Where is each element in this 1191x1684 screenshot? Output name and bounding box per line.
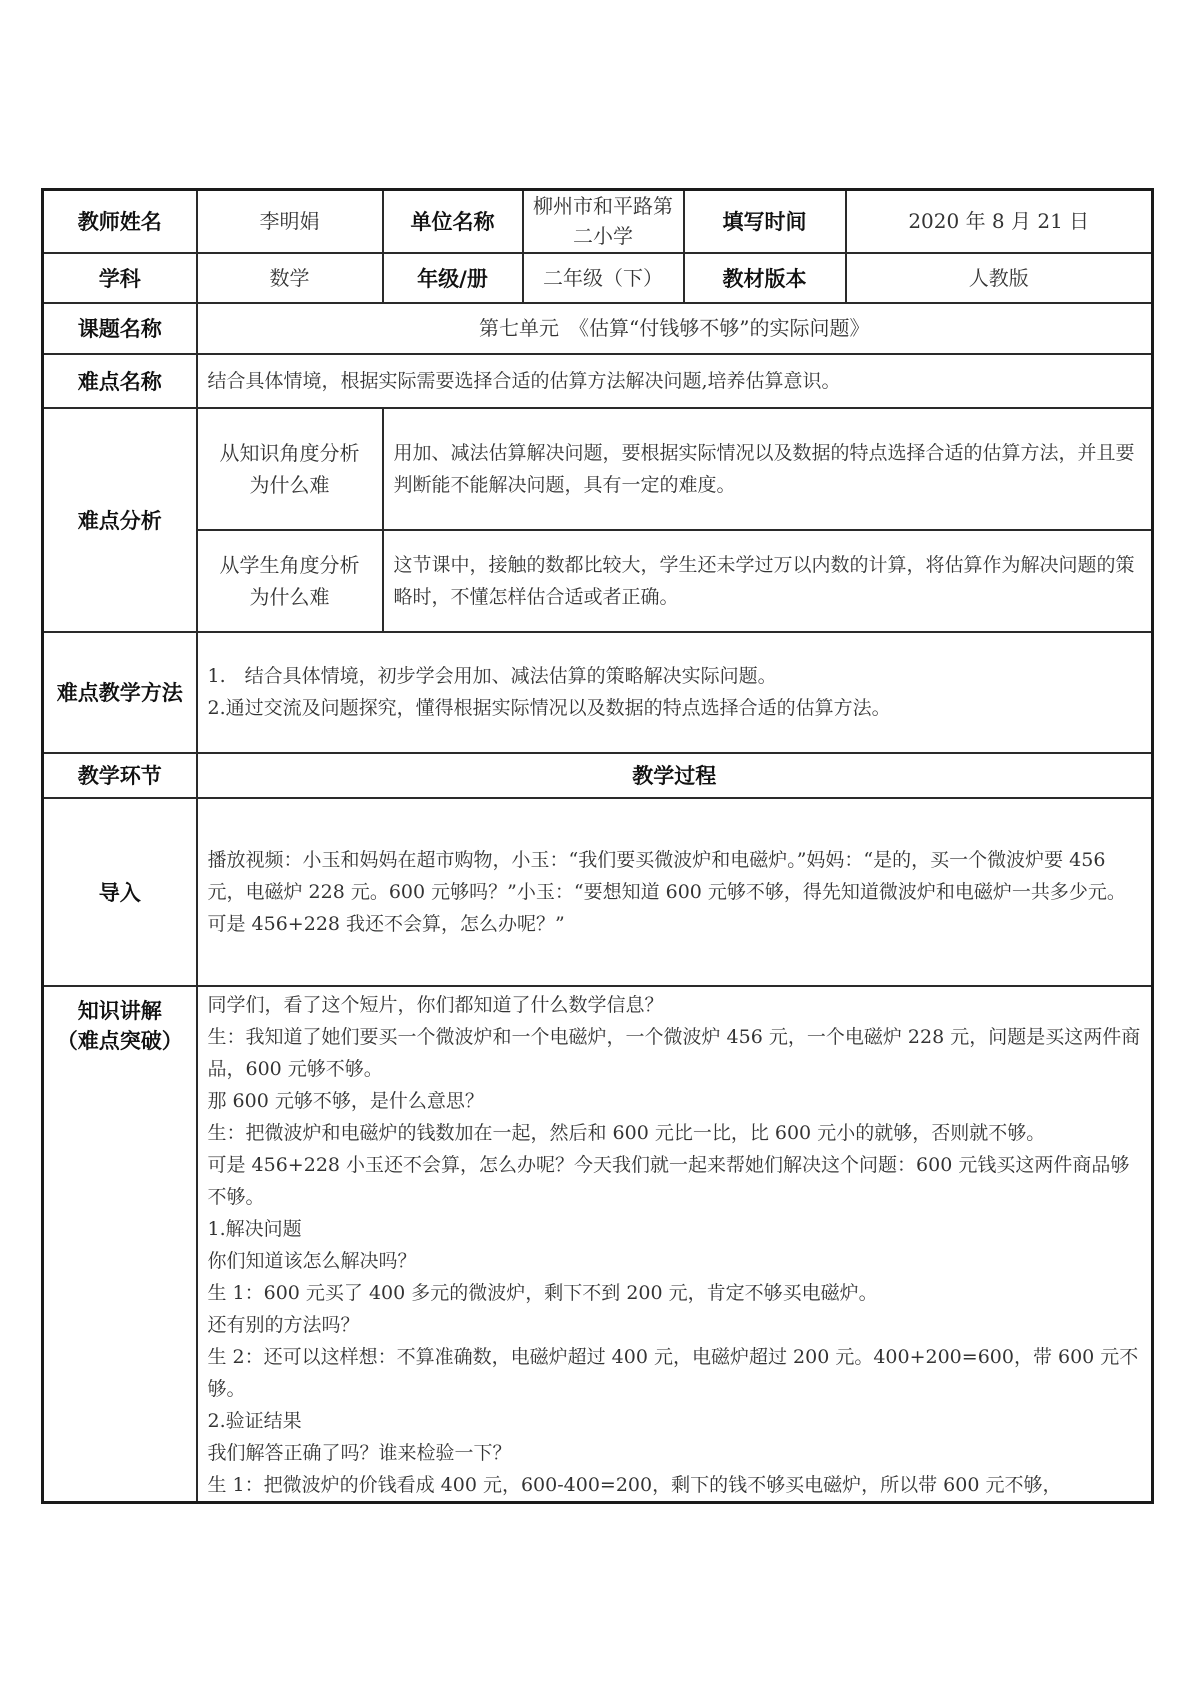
row-header-2 xyxy=(43,253,1153,303)
row-method xyxy=(43,632,1153,753)
lecture-text xyxy=(197,986,1153,1503)
lecture-line: 同学们，看了这个短片，你们都知道了什么数学信息？ xyxy=(207,993,664,1016)
row-analysis-knowledge xyxy=(43,408,1153,530)
lecture-line: 我们解答正确了吗？谁来检验一下？ xyxy=(207,1441,512,1464)
knowledge-angle-text: 用加、减法估算解决问题，要根据实际情况以及数据的特点选择合适的估算方法，并且要判断能不能解决问题，具有一定的难度。 xyxy=(383,408,1153,530)
stage-label: 教学环节 xyxy=(43,753,197,798)
knowledge-angle-line-1: 从知识角度分析 xyxy=(219,440,360,465)
lecture-line: 还有别的方法吗？ xyxy=(207,1313,360,1336)
method-value xyxy=(197,632,1153,753)
fill-date-label: 填写时间 xyxy=(684,190,846,253)
lecture-line: 生：把微波炉和电磁炉的钱数加在一起，然后和 600 元比一比，比 600 元小的就够，否则就不够。 xyxy=(207,1121,1046,1144)
lecture-label xyxy=(43,986,197,1503)
lecture-line: 生 2：还可以这样想：不算准确数，电磁炉超过 400 元，电磁炉超过 200 元。400+200=600，带 600 元不够。 xyxy=(207,1345,1139,1400)
row-topic xyxy=(43,303,1153,354)
lecture-line: 2.验证结果 xyxy=(207,1409,302,1432)
topic-value: 第七单元 《估算“付钱够不够”的实际问题》 xyxy=(197,303,1153,354)
row-intro xyxy=(43,798,1153,986)
fill-date-value: 2020 年 8 月 21 日 xyxy=(846,190,1153,253)
lecture-line: 可是 456+228 小玉还不会算，怎么办呢？今天我们就一起来帮她们解决这个问题：600 元钱买这两件商品够不够。 xyxy=(207,1153,1130,1208)
grade-label: 年级/册 xyxy=(383,253,523,303)
knowledge-angle-label xyxy=(197,408,383,530)
teacher-name-value: 李明娟 xyxy=(197,190,383,253)
intro-text: 播放视频：小玉和妈妈在超市购物，小玉：“我们要买微波炉和电磁炉。”妈妈：“是的，买一个微波炉要 456 元，电磁炉 228 元。600 元够吗？”小玉：“要想知道 600 元够不够，得先知道微波炉和电磁炉一共多少元。可是 456+228 我还不会算，怎么办呢？” xyxy=(197,798,1153,986)
topic-label: 课题名称 xyxy=(43,303,197,354)
unit-name-label: 单位名称 xyxy=(383,190,523,253)
difficulty-value: 结合具体情境，根据实际需要选择合适的估算方法解决问题,培养估算意识。 xyxy=(197,354,1153,408)
lecture-line: 那 600 元够不够，是什么意思？ xyxy=(207,1089,484,1112)
lesson-plan-table xyxy=(41,188,1154,1504)
unit-name-line-2: 二小学 xyxy=(573,224,633,249)
subject-value: 数学 xyxy=(197,253,383,303)
grade-value: 二年级（下） xyxy=(523,253,684,303)
row-lecture xyxy=(43,986,1153,1503)
subject-label: 学科 xyxy=(43,253,197,303)
method-label: 难点教学方法 xyxy=(43,632,197,753)
lecture-line: 生：我知道了她们要买一个微波炉和一个电磁炉，一个微波炉 456 元，一个电磁炉 228 元，问题是买这两件商品，600 元够不够。 xyxy=(207,1025,1141,1080)
row-analysis-student xyxy=(43,530,1153,632)
student-angle-line-1: 从学生角度分析 xyxy=(219,552,360,577)
difficulty-label: 难点名称 xyxy=(43,354,197,408)
lecture-line: 你们知道该怎么解决吗？ xyxy=(207,1249,417,1272)
lecture-label-line-2: （难点突破） xyxy=(56,1028,183,1053)
intro-label: 导入 xyxy=(43,798,197,986)
row-process-header xyxy=(43,753,1153,798)
lecture-label-line-1: 知识讲解 xyxy=(77,998,162,1023)
edition-label: 教材版本 xyxy=(684,253,846,303)
knowledge-angle-line-2: 为什么难 xyxy=(249,472,330,497)
student-angle-text: 这节课中，接触的数都比较大，学生还未学过万以内数的计算，将估算作为解决问题的策略时，不懂怎样估合适或者正确。 xyxy=(383,530,1153,632)
lecture-line: 1.解决问题 xyxy=(207,1217,302,1240)
teacher-name-label: 教师姓名 xyxy=(43,190,197,253)
student-angle-line-2: 为什么难 xyxy=(249,584,330,609)
unit-name-value xyxy=(523,190,684,253)
analysis-label: 难点分析 xyxy=(43,408,197,632)
student-angle-label xyxy=(197,530,383,632)
row-header-1 xyxy=(43,190,1153,253)
lesson-plan-sheet xyxy=(41,188,1151,1504)
lecture-line: 生 1：把微波炉的价钱看成 400 元，600-400=200，剩下的钱不够买电磁炉，所以带 600 元不够， xyxy=(207,1473,1062,1496)
edition-value: 人教版 xyxy=(846,253,1153,303)
method-line-1: 1. 结合具体情境，初步学会用加、减法估算的策略解决实际问题。 xyxy=(207,665,777,687)
lecture-line: 生 1：600 元买了 400 多元的微波炉，剩下不到 200 元，肯定不够买电磁炉。 xyxy=(207,1281,878,1304)
row-difficulty xyxy=(43,354,1153,408)
unit-name-line-1: 柳州市和平路第 xyxy=(533,194,673,219)
process-label: 教学过程 xyxy=(197,753,1153,798)
method-line-2: 2.通过交流及问题探究，懂得根据实际情况以及数据的特点选择合适的估算方法。 xyxy=(207,697,891,719)
